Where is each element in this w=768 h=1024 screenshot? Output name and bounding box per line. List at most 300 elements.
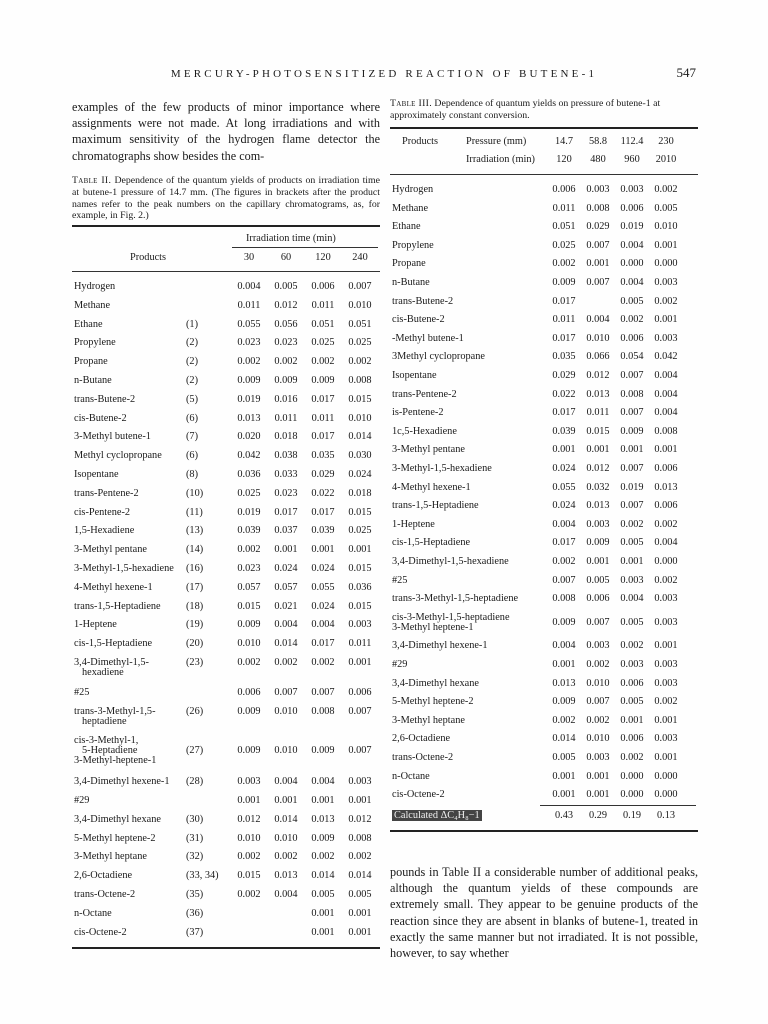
- table-cell: 0.017: [274, 506, 298, 518]
- table-cell: 0.004: [237, 281, 261, 292]
- table-cell: 0.007: [348, 745, 372, 757]
- product-name: 2,6-Octadiene: [392, 733, 451, 745]
- table-cell: 0.002: [237, 657, 261, 668]
- table-cell: 0.013: [311, 813, 335, 825]
- pressure-header: 112.4: [620, 136, 644, 147]
- table-cell: 0.011: [552, 314, 576, 326]
- table-cell: 0.015: [348, 600, 372, 612]
- table-cell: 0.023: [274, 337, 298, 349]
- table-cell: 0.000: [654, 789, 678, 801]
- peak-number: (14): [186, 544, 204, 556]
- table-cell: 0.003: [348, 619, 372, 631]
- table-cell: 0.006: [348, 686, 372, 698]
- table2-time-header: 60: [280, 252, 292, 263]
- product-name-cont: heptadiene: [82, 715, 127, 727]
- table-cell: 0.007: [620, 463, 644, 474]
- table-cell: 0.024: [348, 469, 372, 480]
- product-name: trans-Butene-2: [74, 393, 136, 405]
- table-cell: 0.009: [274, 375, 298, 386]
- table-cell: 0.014: [552, 733, 576, 745]
- table-cell: 0.004: [552, 518, 576, 530]
- table-cell: 0.001: [348, 657, 372, 668]
- table-cell: 0.001: [311, 926, 335, 938]
- table-cell: 0.005: [348, 889, 372, 900]
- product-name: 3-Methyl-1,5-hexadiene: [392, 463, 492, 474]
- table2-caption-label: Table II.: [72, 175, 112, 186]
- table-cell: 0.001: [586, 258, 610, 270]
- table-cell: 0.015: [586, 425, 610, 437]
- table-cell: 0.003: [654, 277, 678, 288]
- table2-caption-text: Dependence of the quantum yields of products on irradiation time at butene-1 pressure of 14.7 mm. (The figures in brackets after the product names refer to the peak numbers on the capillary chromatograms, as, for example, in Fig. 2.): [72, 175, 380, 222]
- table-cell: 0.006: [654, 463, 678, 474]
- product-name: trans-Pentene-2: [392, 388, 457, 400]
- table-cell: 0.001: [348, 926, 372, 938]
- table3-bottom-rule: [390, 830, 698, 832]
- pressure-header: 230: [658, 136, 674, 147]
- table-cell: 0.011: [274, 412, 298, 424]
- peak-number: (2): [186, 356, 199, 368]
- table-cell: 0.013: [586, 500, 610, 512]
- table-cell: 0.006: [586, 593, 610, 605]
- peak-number: (26): [186, 705, 204, 717]
- table-cell: 0.002: [620, 752, 644, 763]
- table-cell: 0.013: [654, 481, 678, 493]
- table2-header-rule: [72, 271, 380, 272]
- table-cell: 0.001: [237, 795, 261, 806]
- peak-number: (20): [186, 638, 204, 650]
- table-cell: 0.002: [552, 556, 576, 567]
- table-cell: 0.009: [311, 745, 335, 757]
- table-cell: 0.008: [654, 425, 678, 437]
- peak-number: (28): [186, 776, 204, 788]
- table-cell: 0.014: [311, 870, 335, 882]
- table-cell: 0.035: [311, 450, 335, 462]
- table-cell: 0.008: [620, 388, 644, 400]
- table-cell: 0.003: [348, 776, 372, 788]
- table-cell: 0.021: [274, 600, 298, 612]
- peak-number: (23): [186, 657, 204, 668]
- table-cell: 0.001: [654, 239, 678, 251]
- table-cell: 0.029: [552, 370, 576, 381]
- peak-number: (37): [186, 926, 204, 938]
- table-cell: 0.036: [237, 469, 261, 480]
- table-cell: 0.039: [311, 525, 335, 537]
- product-name: Methyl cyclopropane: [74, 450, 162, 462]
- table-cell: 0.002: [654, 696, 678, 708]
- table-cell: 0.011: [348, 638, 372, 650]
- table-cell: 0.004: [274, 889, 298, 900]
- table-cell: 0.004: [311, 619, 335, 631]
- table-cell: 0.017: [311, 638, 335, 650]
- table-cell: 0.055: [237, 318, 261, 330]
- product-name: 3,4-Dimethyl-1,5-: [74, 657, 149, 668]
- table-cell: 0.002: [237, 544, 261, 556]
- table-cell: 0.001: [654, 714, 678, 726]
- table-cell: 0.001: [552, 770, 576, 782]
- table-cell: 0.033: [274, 469, 298, 480]
- table2-caption: [72, 175, 380, 222]
- table-cell: 0.008: [348, 832, 372, 844]
- peak-number: (2): [186, 337, 199, 349]
- table-cell: 0.054: [620, 351, 644, 363]
- product-name: 3-Methyl pentane: [74, 544, 147, 556]
- table-cell: 0.005: [620, 537, 644, 549]
- table-cell: 0.000: [620, 258, 644, 270]
- table2-bottom-rule: [72, 947, 380, 949]
- table3-caption: [390, 98, 698, 122]
- table-cell: 0.010: [586, 332, 610, 344]
- table-cell: 0.007: [552, 574, 576, 586]
- table-cell: 0.004: [274, 619, 298, 631]
- table-cell: 0.024: [311, 563, 335, 574]
- product-name: 1c,5-Hexadiene: [392, 425, 457, 437]
- calculated-value: 0.13: [656, 809, 676, 821]
- table-cell: 0.024: [552, 500, 576, 512]
- table-cell: 0.001: [586, 556, 610, 567]
- table-cell: 0.013: [237, 412, 261, 424]
- table-cell: 0.014: [274, 638, 298, 650]
- table-cell: 0.007: [586, 239, 610, 251]
- table-cell: 0.032: [586, 481, 610, 493]
- table-cell: 0.003: [654, 593, 678, 605]
- table-cell: 0.003: [654, 616, 678, 628]
- product-name: Ethane: [74, 318, 103, 330]
- table-cell: 0.022: [552, 388, 576, 400]
- table-cell: 0.002: [274, 356, 298, 368]
- table-cell: 0.037: [274, 525, 298, 537]
- table-cell: 0.010: [237, 638, 261, 650]
- table-cell: 0.007: [274, 686, 298, 698]
- product-name: trans-3-Methyl-1,5-heptadiene: [392, 593, 519, 605]
- table-cell: 0.015: [237, 870, 261, 882]
- table-cell: 0.011: [311, 299, 335, 311]
- table-cell: 0.004: [654, 370, 678, 381]
- page-number: 547: [676, 65, 696, 80]
- table-cell: 0.014: [274, 813, 298, 825]
- table-cell: 0.002: [620, 314, 644, 326]
- right-column-text: [390, 864, 698, 961]
- product-name: cis-Butene-2: [74, 412, 127, 424]
- table-cell: 0.010: [348, 299, 372, 311]
- irradiation-header: 480: [590, 154, 606, 165]
- table-cell: 0.013: [274, 870, 298, 882]
- table-cell: 0.009: [237, 375, 261, 386]
- table-cell: 0.002: [348, 851, 372, 863]
- table-cell: 0.012: [586, 463, 610, 474]
- table3-calc-rule: [540, 805, 696, 806]
- table-cell: 0.006: [654, 500, 678, 512]
- table-cell: 0.011: [237, 299, 261, 311]
- peak-number: (5): [186, 393, 199, 405]
- peak-number: (11): [186, 506, 203, 518]
- product-name: Hydrogen: [74, 281, 116, 292]
- product-name-cont: hexadiene: [82, 667, 124, 678]
- calculated-value: 0.19: [622, 809, 642, 821]
- product-name: 3,4-Dimethyl hexene-1: [392, 640, 488, 652]
- table-cell: 0.001: [620, 556, 644, 567]
- table-cell: 0.001: [348, 795, 372, 806]
- table-cell: 0.003: [237, 776, 261, 788]
- table-cell: 0.010: [586, 677, 610, 689]
- peak-number: (6): [186, 412, 199, 424]
- table-cell: 0.001: [348, 544, 372, 556]
- product-name: 3-Methyl pentane: [392, 444, 465, 456]
- table-cell: 0.001: [654, 444, 678, 456]
- table-cell: 0.019: [620, 221, 644, 233]
- table-cell: 0.002: [654, 518, 678, 530]
- table-cell: 0.003: [654, 332, 678, 344]
- calculated-value: 0.43: [554, 809, 574, 821]
- table-cell: 0.007: [586, 277, 610, 288]
- table-cell: 0.002: [620, 518, 644, 530]
- table2-products-header: Products: [130, 252, 167, 263]
- peak-number: (18): [186, 600, 204, 612]
- table-cell: 0.006: [620, 677, 644, 689]
- table2-group-header: Irradiation time (min): [246, 233, 336, 244]
- table-cell: 0.051: [348, 318, 372, 330]
- table-cell: 0.003: [620, 184, 644, 195]
- table-cell: 0.005: [620, 616, 644, 628]
- table-cell: 0.001: [274, 544, 298, 556]
- right-paragraph: pounds in Table II a considerable number of additional peaks, although the quantum yields of these compounds are extremely small. They appear to be genuine products of the reaction since they are absent in blanks of butene-1, treated in exactly the same manner but not irradiated. It is not possible, however, to say whether: [390, 865, 698, 961]
- product-name: Propylene: [74, 337, 116, 349]
- table-cell: 0.003: [586, 184, 610, 195]
- product-name: cis-3-Methyl-1,5-heptadiene: [392, 611, 510, 623]
- table-cell: 0.001: [311, 907, 335, 919]
- table-cell: 0.066: [586, 351, 610, 363]
- table-cell: 0.025: [311, 337, 335, 349]
- table-cell: 0.002: [552, 714, 576, 726]
- product-name: Propylene: [392, 239, 434, 251]
- table-cell: 0.007: [348, 281, 372, 292]
- calculated-label: [392, 810, 482, 821]
- table2-time-header: 30: [243, 252, 255, 263]
- peak-number: (32): [186, 851, 204, 863]
- table-cell: 0.025: [552, 239, 576, 251]
- table-cell: 0.001: [654, 640, 678, 652]
- product-name: 3-Methyl-1,5-hexadiene: [74, 563, 174, 574]
- table-cell: 0.002: [311, 356, 335, 368]
- product-name-cont: 5-Heptadiene: [82, 745, 138, 757]
- product-name: #25: [74, 686, 90, 698]
- table-cell: 0.010: [237, 832, 261, 844]
- table-cell: 0.002: [620, 640, 644, 652]
- table-cell: 0.002: [274, 657, 298, 668]
- table-cell: 0.003: [620, 659, 644, 670]
- table-cell: 0.009: [586, 537, 610, 549]
- table-cell: 0.005: [552, 752, 576, 763]
- table-cell: 0.007: [586, 616, 610, 628]
- peak-number: (8): [186, 469, 199, 480]
- table-cell: 0.002: [311, 657, 335, 668]
- table-cell: 0.003: [586, 640, 610, 652]
- table-cell: 0.030: [348, 450, 372, 462]
- table-cell: 0.001: [274, 795, 298, 806]
- table-cell: 0.025: [237, 487, 261, 499]
- table-cell: 0.006: [552, 184, 576, 195]
- table3-caption-label: Table III.: [390, 98, 432, 109]
- table-cell: 0.051: [552, 221, 576, 233]
- product-name: trans-1,5-Heptadiene: [74, 600, 161, 612]
- table-cell: 0.004: [620, 593, 644, 605]
- product-name-cont: 3-Methyl heptene-1: [392, 621, 474, 633]
- table-cell: 0.010: [274, 832, 298, 844]
- table-cell: 0.025: [348, 525, 372, 537]
- table-cell: 0.029: [586, 221, 610, 233]
- table-cell: 0.051: [311, 318, 335, 330]
- table-cell: 0.008: [348, 375, 372, 386]
- product-name: trans-Octene-2: [392, 752, 454, 763]
- table-cell: 0.007: [620, 407, 644, 419]
- table3-header-rule: [390, 174, 698, 175]
- table-cell: 0.018: [348, 487, 372, 499]
- table-cell: 0.010: [274, 705, 298, 717]
- table-cell: 0.017: [552, 407, 576, 419]
- table-cell: 0.007: [348, 705, 372, 717]
- table-cell: 0.004: [552, 640, 576, 652]
- table-cell: 0.008: [552, 593, 576, 605]
- table-cell: 0.002: [654, 295, 678, 307]
- peak-number: (30): [186, 813, 204, 825]
- table-cell: 0.005: [311, 889, 335, 900]
- product-name: 3-Methyl butene-1: [74, 431, 151, 443]
- table-cell: 0.003: [620, 574, 644, 586]
- table-cell: 0.010: [348, 412, 372, 424]
- table-cell: 0.007: [586, 696, 610, 708]
- table-cell: 0.003: [654, 733, 678, 745]
- table-cell: 0.009: [237, 619, 261, 631]
- table3: [390, 127, 698, 847]
- product-name: cis-1,5-Heptadiene: [74, 638, 153, 650]
- table2-group-rule: [232, 247, 378, 248]
- table-cell: 0.015: [348, 393, 372, 405]
- table-cell: 0.017: [552, 537, 576, 549]
- peak-number: (1): [186, 318, 199, 330]
- table-cell: 0.004: [620, 277, 644, 288]
- table-cell: 0.015: [348, 563, 372, 574]
- product-name: cis-Pentene-2: [74, 506, 131, 518]
- table-cell: 0.000: [654, 556, 678, 567]
- product-name: cis-Butene-2: [392, 314, 445, 326]
- table2-body: [72, 225, 380, 938]
- table-cell: 0.057: [274, 581, 298, 593]
- table-cell: 0.019: [620, 481, 644, 493]
- table-cell: 0.002: [348, 356, 372, 368]
- product-name: cis-3-Methyl-1,: [74, 735, 139, 747]
- table-cell: 0.017: [311, 393, 335, 405]
- table-cell: 0.009: [620, 425, 644, 437]
- table-cell: 0.006: [237, 686, 261, 698]
- table-cell: 0.013: [586, 388, 610, 400]
- product-name: is-Pentene-2: [392, 407, 444, 419]
- product-name: Isopentane: [392, 370, 437, 381]
- product-name: n-Octane: [392, 770, 430, 782]
- product-name: trans-Octene-2: [74, 889, 136, 900]
- product-name: 1,5-Hexadiene: [74, 525, 135, 537]
- table-cell: 0.022: [311, 487, 335, 499]
- table3-caption-text: Dependence of quantum yields on pressure of butene-1 at approximately constant conversion.: [390, 98, 661, 121]
- table-cell: 0.005: [654, 202, 678, 214]
- table-cell: 0.009: [552, 277, 576, 288]
- product-name: n-Butane: [74, 375, 112, 386]
- table-cell: 0.004: [586, 314, 610, 326]
- table-cell: 0.018: [274, 431, 298, 443]
- table-cell: 0.042: [654, 351, 678, 363]
- product-name: Hydrogen: [392, 184, 434, 195]
- product-name: 3Methyl cyclopropane: [392, 351, 485, 363]
- table-cell: 0.014: [348, 870, 372, 882]
- product-name: Propane: [74, 356, 108, 368]
- table-cell: 0.017: [311, 431, 335, 443]
- table-cell: 0.002: [552, 258, 576, 270]
- table-cell: 0.001: [586, 444, 610, 456]
- product-name: cis-Octene-2: [74, 926, 127, 938]
- peak-number: (2): [186, 375, 199, 386]
- table-cell: 0.009: [237, 705, 261, 717]
- table-cell: 0.005: [586, 574, 610, 586]
- table-cell: 0.001: [654, 752, 678, 763]
- table-cell: 0.012: [274, 299, 298, 311]
- table-cell: 0.011: [552, 202, 576, 214]
- irradiation-header: 960: [624, 154, 640, 165]
- table-cell: 0.024: [274, 563, 298, 574]
- table-cell: 0.014: [348, 431, 372, 443]
- table-cell: 0.024: [311, 600, 335, 612]
- product-name: 1-Heptene: [392, 518, 435, 530]
- table-cell: 0.007: [620, 370, 644, 381]
- table-cell: 0.002: [654, 184, 678, 195]
- product-name: 3,4-Dimethyl hexene-1: [74, 776, 170, 788]
- table-cell: 0.006: [311, 281, 335, 292]
- product-name: 5-Methyl heptene-2: [74, 832, 156, 844]
- table-cell: 0.023: [274, 487, 298, 499]
- table-cell: 0.024: [552, 463, 576, 474]
- table-cell: 0.001: [654, 314, 678, 326]
- product-name-cont: 3-Methyl-heptene-1: [74, 755, 157, 767]
- table-cell: 0.035: [552, 351, 576, 363]
- table-cell: 0.006: [620, 332, 644, 344]
- table-cell: 0.002: [586, 659, 610, 670]
- table-cell: 0.009: [237, 745, 261, 757]
- peak-number: (19): [186, 619, 204, 631]
- table-cell: 0.015: [237, 600, 261, 612]
- product-name: 3-Methyl heptane: [392, 714, 465, 726]
- table-cell: 0.020: [237, 431, 261, 443]
- table-cell: 0.057: [237, 581, 261, 593]
- product-name: n-Butane: [392, 277, 430, 288]
- product-name: 5-Methyl heptene-2: [392, 696, 474, 708]
- table-cell: 0.025: [348, 337, 372, 349]
- table-cell: 0.055: [552, 481, 576, 493]
- table-cell: 0.004: [654, 537, 678, 549]
- product-name: Methane: [392, 202, 429, 214]
- product-name: trans-Pentene-2: [74, 487, 139, 499]
- table-cell: 0.015: [348, 506, 372, 518]
- table-cell: 0.017: [311, 506, 335, 518]
- table-cell: 0.011: [311, 412, 335, 424]
- product-name: Ethane: [392, 221, 421, 233]
- product-name: Methane: [74, 299, 111, 311]
- product-name: n-Octane: [74, 907, 112, 919]
- table-cell: 0.004: [654, 388, 678, 400]
- table-cell: 0.001: [620, 714, 644, 726]
- table-cell: 0.055: [311, 581, 335, 593]
- table-cell: 0.009: [552, 616, 576, 628]
- product-name: cis-1,5-Heptadiene: [392, 537, 471, 549]
- product-name: #25: [392, 574, 408, 586]
- product-name: 4-Methyl hexene-1: [74, 581, 153, 593]
- table-cell: 0.029: [311, 469, 335, 480]
